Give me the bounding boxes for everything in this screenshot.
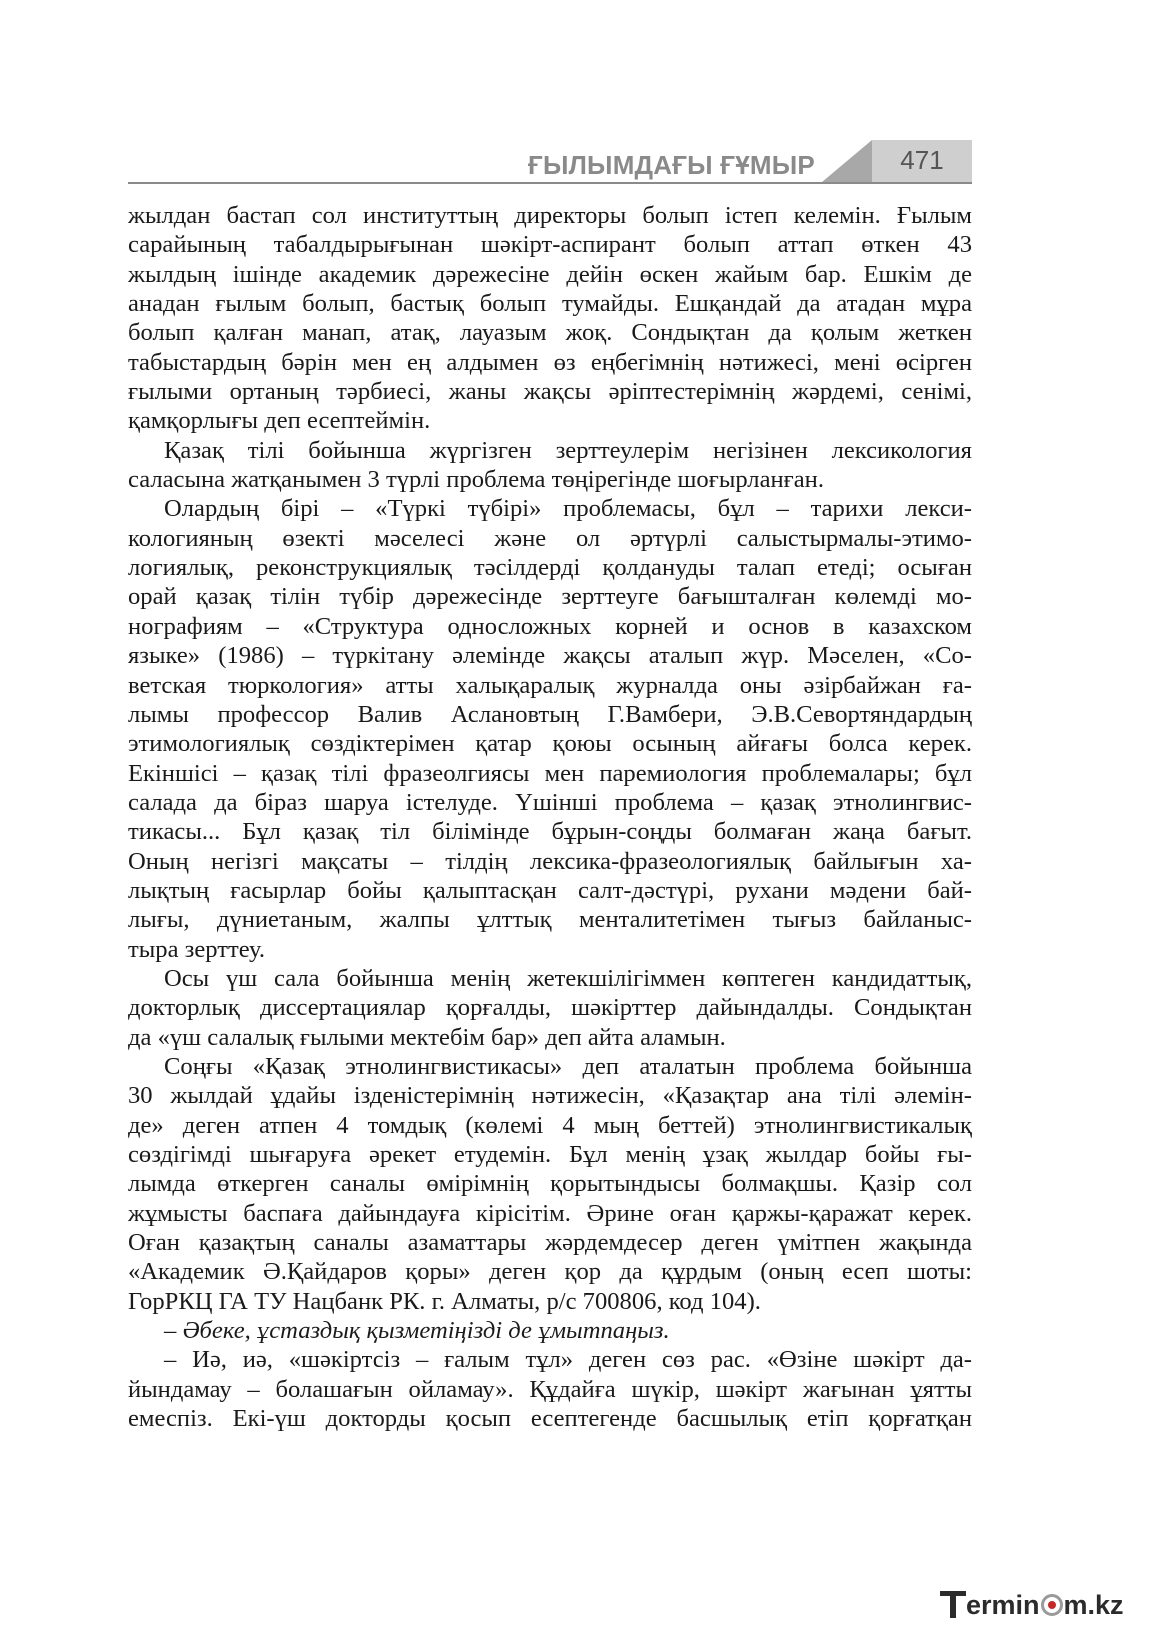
text-line: этимологиялық сөздіктерімен қатар қоюы осының айғағы болса керек. [128,730,972,758]
text-line: языке» (1986) – түркітану әлемінде жақсы аталып жүр. Мәселен, «Со- [128,642,972,670]
text-line: жылдан бастап сол институттың директоры болып істеп келемін. Ғылым [128,202,972,229]
text-line: табыстардың бәрін мен ең алдымен өз еңбегімнің нәтижесі, мені өсірген [128,348,972,376]
watermark-text-part1: ermin [966,1590,1040,1620]
text-line: Оның негізгі мақсаты – тілдің лексика-фразеологиялық байлығын ха- [128,847,972,875]
text-line: жұмысты баспаға дайындауға кірісітім. Әрине оған қаржы-қаражат керек. [128,1199,972,1227]
text-line: сарайының табалдырығынан шәкірт-аспирант болып аттап өткен 43 [128,231,972,259]
running-header-title: ҒЫЛЫМДАҒЫ ҒҰМЫР [528,150,815,180]
text-line: салада да біраз шаруа істелуде. Үшінші проблема – қазақ этнолингвис- [128,788,972,816]
text-line: кологияның өзекті мәселесі және ол әртүрлі салыстырмалы-этимо- [128,524,972,552]
text-line: докторлық диссертациялар қорғалды, шәкірттер дайындалды. Сондықтан [128,994,972,1022]
text-line: логиялық, реконструкциялық тәсілдерді қолдануды талап етеді; осыған [128,554,972,582]
text-line: Қазақ тілі бойынша жүргізген зерттеулерім негізінен лексикология [164,436,972,464]
text-line: 30 жылдай ұдайы ізденістерімнің нәтижесін, «Қазақтар ана тілі әлемін- [128,1082,972,1110]
text-line: лығы, дүниетаным, жалпы ұлттық менталитетімен тығыз байланыс- [128,906,972,934]
text-line: жылдың ішінде академик дәрежесіне дейін өскен жайым бар. Ешкім де [128,260,972,288]
body-text [128,201,972,1433]
text-line: тикасы... Бұл қазақ тіл білімінде бұрын-соңды болмаған жаңа бағыт. [128,818,972,846]
running-header [0,0,1158,190]
text-line: нографиям – «Структура односложных корней и основ в казахском [128,612,972,640]
text-line: «Академик Ә.Қайдаров қоры» деген қор да құрдым (оның есеп шоты: [128,1258,972,1286]
text-line: Осы үш сала бойынша менің жетекшілігіммен көптеген кандидаттық, [164,964,972,992]
text-line: емеспіз. Екі-үш докторды қосып есептегенде басшылық етіп қорғатқан [128,1405,972,1433]
text-line: ғылыми ортаның тәрбиесі, жаны жақсы әріптестерімнің жәрдемі, сенімі, [128,378,972,406]
text-line: анадан ғылым болып, бастық болып тумайды. Ешқандай да атадан мұра [128,290,972,318]
globe-dot-icon [1041,1594,1063,1616]
text-line: лықтың ғасырлар бойы қалыптасқан салт-дәстүрі, рухани мәдени бай- [128,876,972,904]
termincom-watermark [940,1588,1124,1622]
page-number: 471 [900,145,944,175]
termincom-logo-icon [940,1588,966,1622]
text-line: лымы профессор Валив Аслановтың Г.Вамбери, Э.В.Севортяндардың [128,700,972,728]
text-line: лымда өткерген саналы өмірімнің қорытындысы болмақшы. Қазір сол [128,1170,972,1198]
text-line: сөздігімді шығаруға әрекет етудемін. Бұл менің ұзақ жылдар бойы ғы- [128,1141,972,1168]
text-line: болып қалған манап, атақ, лауазым жоқ. Сондықтан да қолым жеткен [128,319,972,347]
text-line: тыра зерттеу. [128,935,266,963]
text-line: – Иә, иә, «шәкіртсіз – ғалым тұл» деген сөз рас. «Өзіне шәкірт да- [164,1346,972,1374]
text-line: ГорРКЦ ГА ТУ Нацбанк РК. г. Алматы, р/с 700806, код 104). [128,1287,761,1315]
header-rule [128,182,972,184]
text-line: Екіншісі – қазақ тілі фразеолгиясы мен паремиология проблемалары; бұл [128,759,972,787]
text-line: де» деген атпен 4 томдық (көлемі 4 мың беттей) этнолингвистикалық [128,1111,972,1139]
watermark-text-part2: m.kz [1063,1590,1124,1620]
text-line: да «үш салалық ғылыми мектебім бар» деп айта аламын. [128,1023,726,1051]
text-line: Соңғы «Қазақ этнолингвистикасы» деп аталатын проблема бойынша [164,1052,972,1080]
text-line: ветская тюркология» атты халықаралық журналда оны әзірбайжан ға- [128,671,972,699]
text-line: Оған қазақтың саналы азаматтары жәрдемдесер деген үмітпен жақында [128,1229,972,1257]
text-line: қамқорлығы деп есептеймін. [128,407,431,435]
text-line: йындамау – болашағын ойламау». Құдайға шүкір, шәкірт жағынан ұятты [128,1375,972,1403]
text-line: орай қазақ тілін түбір дәрежесінде зерттеуге бағышталған көлемді мо- [128,583,972,611]
text-line: саласына жатқанымен 3 түрлі проблема төңірегінде шоғырланған. [128,466,824,494]
text-line: Олардың бірі – «Түркі түбірі» проблемасы, бұл – тарихи лекси- [164,495,972,523]
interview-question: – Әбеке, ұстаздық қызметіңізді де ұмытпаңыз. [164,1317,670,1345]
